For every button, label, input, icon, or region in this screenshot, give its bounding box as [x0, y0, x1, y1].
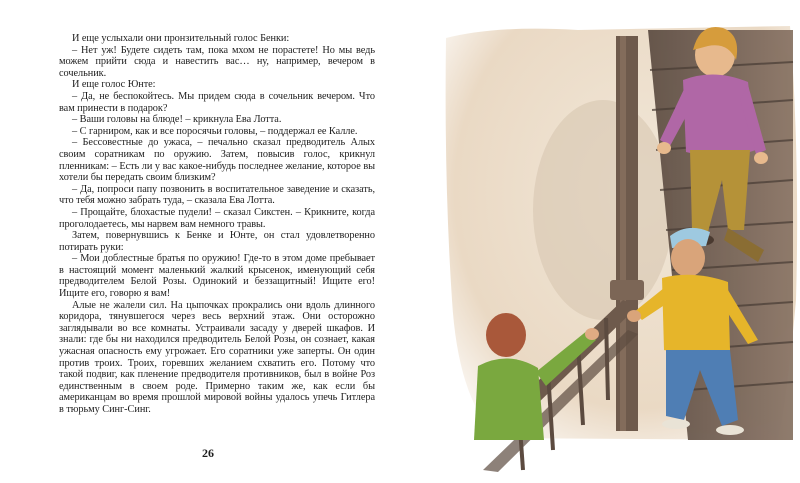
paragraph: – Нет уж! Будете сидеть там, пока мхом не порастете! Но мы ведь можем прийти сюда и навестить вас… ну, например, вечером в сочельник.	[59, 44, 375, 79]
newel-post	[616, 36, 638, 431]
paragraph: – Да, не беспокойтесь. Мы придем сюда в сочельник вечером. Что вам принести в подарок?	[59, 90, 375, 114]
paragraph: Затем, повернувшись к Бенке и Юнте, он стал удовлетворенно потирать руки:	[59, 230, 375, 253]
post-cap	[610, 280, 644, 300]
wall-shadow	[533, 100, 673, 320]
staircase-illustration	[438, 0, 800, 483]
paragraph: – Ваши головы на блюде! – крикнула Ева Лотта.	[72, 114, 282, 126]
paragraph: – Да, попроси папу позвонить в воспитательное заведение и сказать, что тебя можно забрать туда, – сказала Ева Лотта.	[59, 183, 375, 207]
paragraph: – С гарниром, как и все поросячьи головы, – поддержал ее Калле.	[72, 125, 358, 137]
right-page	[400, 0, 800, 483]
paragraph: – Мои доблестные братья по оружию! Где-то в этом доме пребывает в настоящий момент маленький жалкий крысенок, именующий себя предводителем Белой Розы. Одинокий и беззащитный! Ищите его! Ищите его, говорю я вам!	[59, 253, 375, 300]
paragraph: – Прощайте, блохастые пудели! – сказал Сикстен. – Крикните, когда проголодаетесь, мы нарвем вам немного травы.	[59, 206, 375, 230]
page-number: 26	[202, 446, 214, 460]
story-text	[59, 33, 375, 416]
paragraph: Алые не жалели сил. На цыпочках прокрались они вдоль длинного коридора, тянувшегося через весь верхний этаж. Они осторожно заглядывали во все комнаты. Устраивали засаду у дверей шкафов. И знали: где бы ни находился предводитель Белой Розы, он сознает, какая ужасная опасность ему угрожает. Его соратники уже заперты. Он один против троих. Троих, горевших желанием схватить его. Потому что такой подвиг, как пленение предводителя противников, был в войне Роз единственным в своем роде. Примерно таким же, как если бы американцам во время прошлой мировой войны удалось упечь Гитлера в тюрьму Синг-Синг.	[59, 299, 375, 415]
paragraph: – Бессовестные до ужаса, – печально сказал предводитель Алых своим соратникам по оружию. Затем, повысив голос, крикнул пленникам: – Есть ли у вас какое-нибудь последнее желание, которое вы хотели бы передать своим близким?	[59, 137, 375, 184]
paragraph: И еще голос Юнте:	[72, 79, 156, 91]
paragraph: И еще услыхали они пронзительный голос Бенки:	[72, 33, 290, 44]
